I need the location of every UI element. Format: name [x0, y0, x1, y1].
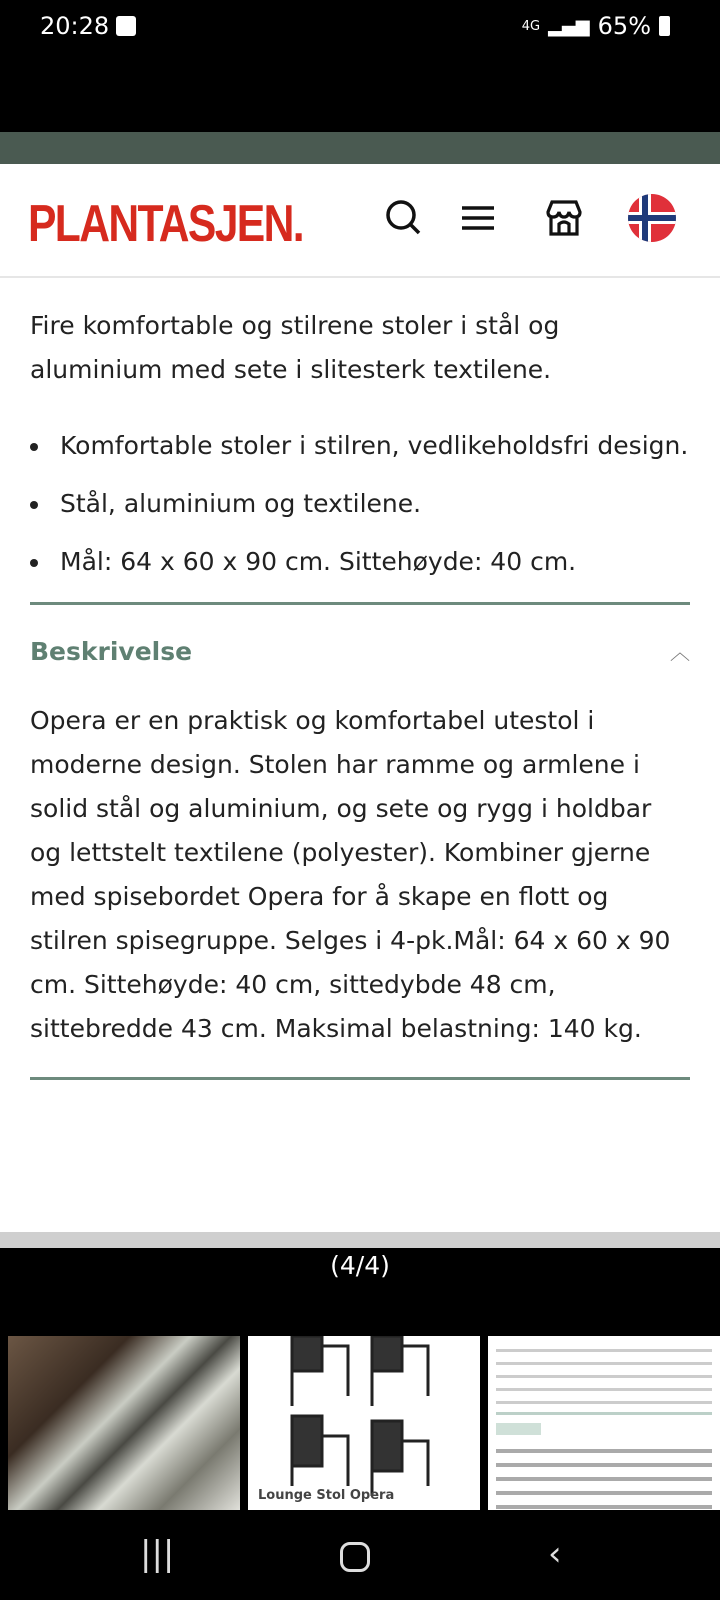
- product-details: [0, 278, 720, 1232]
- store-icon[interactable]: [542, 196, 586, 240]
- norway-flag-icon[interactable]: [627, 193, 677, 243]
- chairs-image: [248, 1336, 480, 1510]
- divider: [30, 1077, 690, 1080]
- accordion-description-header[interactable]: [30, 605, 690, 699]
- list-item: Komfortable stoler i stilren, vedlikeholdsfri design.: [30, 424, 690, 468]
- network-type: 4G: [521, 18, 541, 34]
- accordion-title: Beskrivelse: [30, 637, 193, 666]
- site-header: [0, 164, 720, 278]
- thumbnail-2[interactable]: [248, 1336, 480, 1510]
- plantasjen-logo[interactable]: PLANTASJEN.: [28, 195, 303, 253]
- list-item: Mål: 64 x 60 x 90 cm. Sittehøyde: 40 cm.: [30, 540, 690, 584]
- status-bar: [0, 0, 720, 55]
- chevron-up-icon[interactable]: ︿: [670, 640, 690, 664]
- description-text: Opera er en praktisk og komfortabel utestol i moderne design. Stolen har ramme og armlene i solid stål og aluminium, og sete og rygg i holdbar og lettstelt textilene (polyester). Kombiner gjerne med spisebordet Opera for å skape en flott og stilren spisegruppe. Selges i 4-pk.Mål: 64 x 60 x 90 cm. Sittehøyde: 40 cm, sittedybde 48 cm, sittebredde 43 cm. Maksimal belastning: 140 kg.: [30, 706, 671, 1043]
- battery-icon: [659, 16, 670, 36]
- recent-apps-button[interactable]: |||: [140, 1534, 175, 1574]
- product-intro: Fire komfortable og stilrene stoler i stål og aluminium med sete i slitesterk textilene.: [30, 311, 560, 384]
- clock: 20:28: [40, 12, 110, 40]
- image-counter: (4/4): [330, 1251, 390, 1280]
- back-button[interactable]: ‹: [548, 1534, 562, 1574]
- signal-icon: ▂▄▆: [548, 15, 590, 37]
- menu-icon[interactable]: [456, 196, 500, 240]
- top-banner: [0, 132, 720, 164]
- gallery-icon: [116, 16, 136, 36]
- thumbnail-1[interactable]: [8, 1336, 240, 1510]
- thumbnail-caption: Lounge Stol Opera: [258, 1488, 395, 1503]
- battery-level: 65%: [597, 12, 651, 40]
- android-nav-bar: [0, 1520, 720, 1600]
- home-button[interactable]: [340, 1542, 370, 1572]
- thumbnail-3[interactable]: [488, 1336, 720, 1510]
- feature-list: [30, 424, 690, 584]
- scroll-edge: [0, 1232, 720, 1248]
- list-item: Stål, aluminium og textilene.: [30, 482, 690, 526]
- search-icon[interactable]: [382, 196, 426, 240]
